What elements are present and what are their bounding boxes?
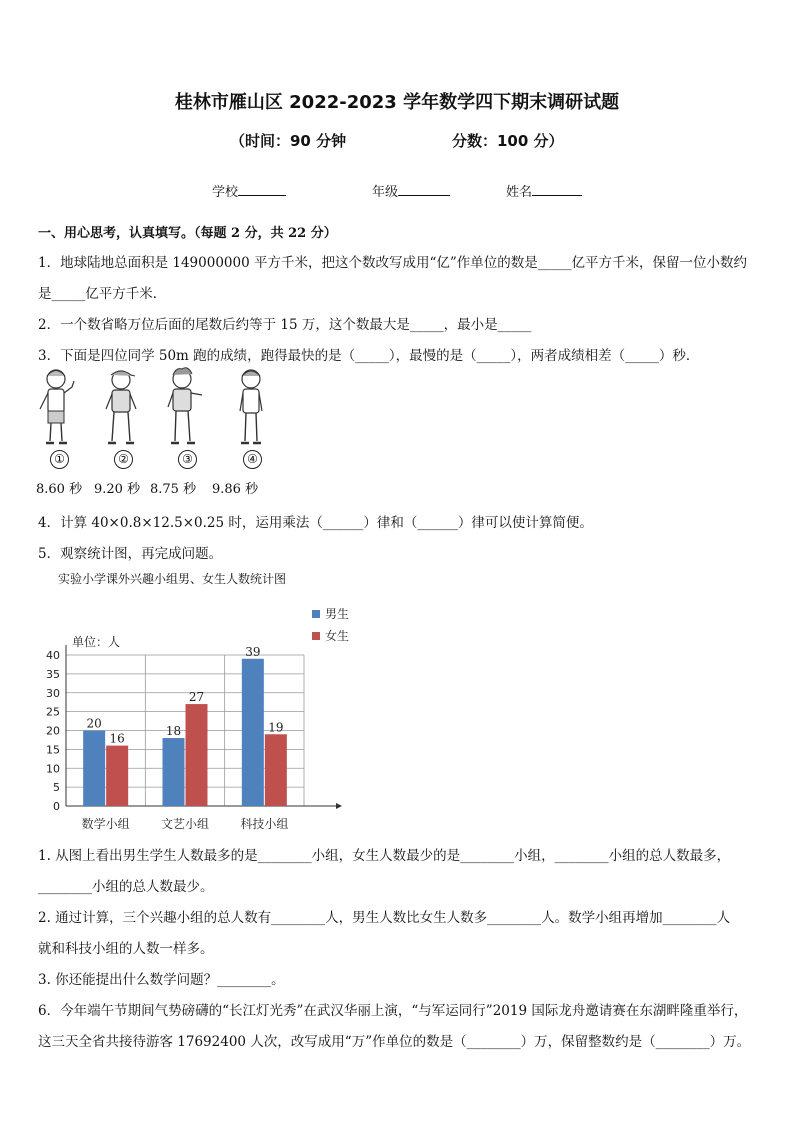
y-tick-label-30: 30 <box>46 686 60 700</box>
runner-4-time: 9.86 秒 <box>212 482 259 497</box>
bar-男生-1 <box>163 738 185 806</box>
grade-label: 年级 <box>372 185 399 200</box>
question-6-line-2: 这三天全省共接待游客 17692400 人次，改写成用“万”作单位的数是（________）万，保留整数约是（________）万。 <box>38 1034 751 1050</box>
question-5-1-line-2: ________小组的总人数最少。 <box>38 879 214 895</box>
bar-value-label-女生-0: 16 <box>109 731 125 746</box>
school-field <box>212 181 286 200</box>
bar-value-label-男生-1: 18 <box>165 724 182 739</box>
y-tick-label-10: 10 <box>46 762 60 776</box>
question-5-3: 3. 你还能提出什么数学问题？________。 <box>38 972 285 988</box>
x-tick-label-2: 科技小组 <box>240 817 289 831</box>
y-axis-unit-label: 单位：人 <box>72 635 121 649</box>
bar-value-label-男生-0: 20 <box>86 716 102 731</box>
runner-2-number: ② <box>114 450 133 469</box>
runner-1-time: 8.60 秒 <box>36 482 83 497</box>
y-tick-label-40: 40 <box>46 649 60 662</box>
question-5: 5．观察统计图，再完成问题。 <box>38 546 223 562</box>
x-tick-label-0: 数学小组 <box>81 817 130 831</box>
page-title: 桂林市雁山区 2022-2023 学年数学四下期末调研试题 <box>174 92 620 113</box>
section-heading: 一、用心思考，认真填写。（每题 2 分，共 22 分） <box>38 226 337 241</box>
question-6-line-1: 6．今年端午节期间气势磅礴的“长江灯光秀”在武汉华丽上演，“与军运同行”2019 国际龙舟邀请赛在东湖畔隆重举行， <box>38 1003 748 1019</box>
runner-1-figure <box>34 365 84 449</box>
bar-value-label-男生-2: 39 <box>245 644 261 659</box>
bar-男生-2 <box>242 659 264 806</box>
time-label: （时间：90 分钟 <box>230 132 347 150</box>
question-2: 2．一个数省略万位后面的尾数后约等于 15 万，这个数最大是_____，最小是_____ <box>38 317 532 333</box>
y-tick-label-15: 15 <box>46 743 60 757</box>
runner-2-time: 9.20 秒 <box>94 482 141 497</box>
bar-value-label-女生-2: 19 <box>268 720 284 735</box>
legend-swatch-girls <box>312 632 320 640</box>
question-1-line-1: 1．地球陆地总面积是 149000000 平方千米，把这个数改写成用“亿”作单位的数是_____亿平方千米，保留一位小数约 <box>38 255 748 271</box>
y-tick-label-0: 0 <box>53 800 60 813</box>
x-tick-label-1: 文艺小组 <box>160 817 210 831</box>
bar-value-label-女生-1: 27 <box>188 690 205 705</box>
name-field <box>506 181 582 200</box>
name-label: 姓名 <box>506 185 533 200</box>
y-tick-label-35: 35 <box>46 667 60 681</box>
score-label: 分数：100 分） <box>452 132 564 150</box>
question-3: 3．下面是四位同学 50m 跑的成绩，跑得最快的是（_____），最慢的是（_____），两者成绩相差（_____）秒． <box>38 348 700 364</box>
x-axis-arrow <box>336 803 342 809</box>
question-1-line-2: 是_____亿平方千米． <box>38 286 167 302</box>
runner-4-number: ④ <box>243 450 262 469</box>
bar-女生-1 <box>186 704 208 806</box>
runner-2-figure <box>97 365 147 449</box>
bar-女生-0 <box>106 746 128 806</box>
runner-1-number: ① <box>50 450 69 469</box>
bar-chart <box>36 598 366 834</box>
bar-女生-2 <box>265 734 287 806</box>
runner-3-time: 8.75 秒 <box>150 482 197 497</box>
y-tick-label-20: 20 <box>46 724 60 738</box>
legend-swatch-boys <box>312 610 320 618</box>
question-5-2-line-1: 2. 通过计算，三个兴趣小组的总人数有________人，男生人数比女生人数多________人。数学小组再增加________人 <box>38 910 731 926</box>
y-tick-label-25: 25 <box>46 705 60 719</box>
legend-label-girls: 女生 <box>325 629 350 643</box>
school-label: 学校 <box>212 185 239 200</box>
runner-3-figure <box>160 365 210 449</box>
grade-field <box>372 181 450 200</box>
bar-男生-0 <box>83 731 105 807</box>
legend-label-boys: 男生 <box>325 607 350 621</box>
y-tick-label-5: 5 <box>53 781 60 795</box>
runner-3-number: ③ <box>178 450 197 469</box>
question-5-2-line-2: 就和科技小组的人数一样多。 <box>38 941 214 957</box>
runner-4-figure <box>226 365 276 449</box>
question-4: 4．计算 40×0.8×12.5×0.25 时，运用乘法（______）律和（______）律可以使计算简便。 <box>38 515 593 531</box>
question-5-1-line-1: 1. 从图上看出男生学生人数最多的是________小组，女生人数最少的是________小组，________小组的总人数最多， <box>38 848 731 864</box>
chart-title: 实验小学课外兴趣小组男、女生人数统计图 <box>58 572 287 586</box>
